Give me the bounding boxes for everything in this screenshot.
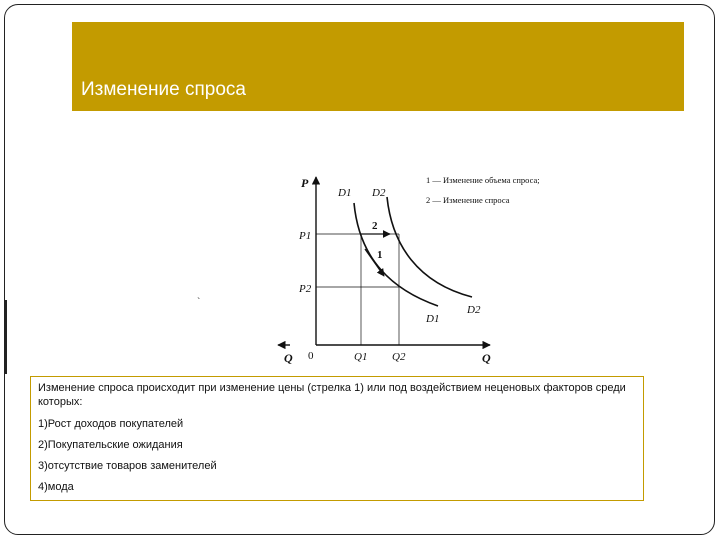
left-edge-line [5,300,7,374]
q-axis-left-label: Q [284,351,293,365]
curve-d2-top-label: D2 [372,187,386,199]
list-item: 3)отсутствие товаров заменителей [38,459,217,472]
q-axis-label: Q [482,351,491,365]
list-item: 4)мода [38,480,74,493]
curve-d1-top-label: D1 [338,187,352,199]
q1-label: Q1 [354,351,368,363]
list-item: 2)Покупательские ожидания [38,438,183,451]
curve-d1 [354,203,438,306]
factor-list [38,418,636,493]
slide-title: Изменение спроса [81,79,246,100]
curve-d2-bottom-label: D2 [467,304,481,316]
stray-mark: ` [197,297,201,308]
p2-label: P2 [299,283,312,295]
list-item: 1)Рост доходов покупателей [38,417,184,430]
curve-d2 [387,197,472,297]
curve-d1-bottom-label: D1 [426,313,440,325]
arrow-2-label: 2 [372,220,378,232]
note-box [30,376,644,501]
arrow-1-label: 1 [377,249,383,261]
q2-label: Q2 [392,351,406,363]
note-intro: Изменение спроса происходит при изменение цены (стрелка 1) или под воздействием неценовых факторов среди которых: [38,382,626,409]
demand-diagram [268,165,568,371]
title-banner [72,22,684,111]
legend-item-1: 1 — Изменение объема спроса; [426,175,540,185]
origin-label: 0 [308,350,314,362]
p-axis-label: P [301,176,309,190]
p1-label: P1 [299,230,312,242]
legend-item-2: 2 — Изменение спроса [426,195,510,205]
